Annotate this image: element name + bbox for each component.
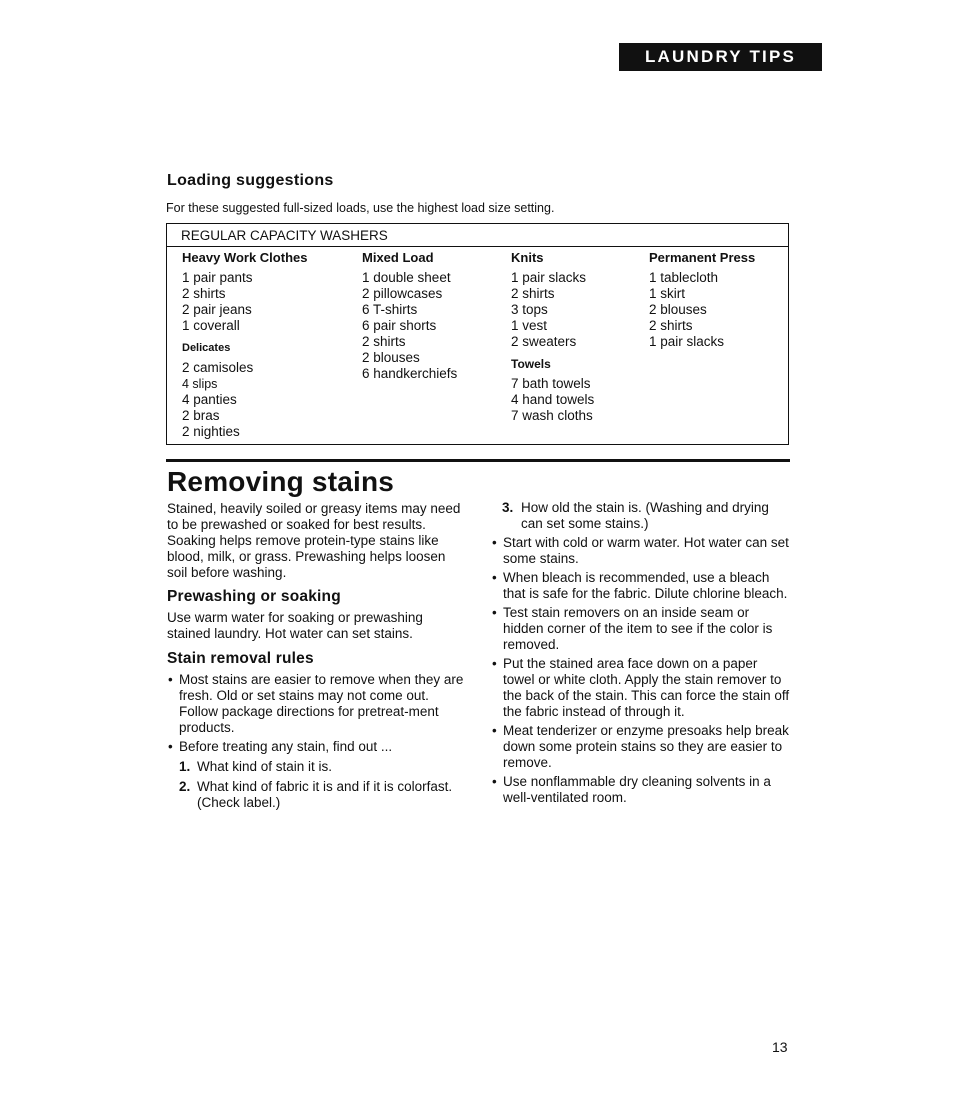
page-number: 13	[772, 1039, 788, 1055]
list-item: 1 pair pants	[182, 270, 253, 285]
item-number: 3.	[502, 500, 514, 515]
list-item: 2 shirts	[362, 334, 406, 349]
capacity-table-divider	[167, 246, 788, 247]
bullet-text: Start with cold or warm water. Hot water can set some stains.	[503, 535, 789, 566]
item-text: What kind of stain it is.	[197, 759, 333, 774]
bullet-glyph: •	[168, 672, 173, 687]
bullet-glyph: •	[492, 535, 497, 550]
list-item: 2 shirts	[511, 286, 555, 301]
left-column	[167, 501, 467, 811]
list-item	[167, 672, 467, 736]
list-item	[492, 656, 792, 720]
list-item: 2 blouses	[362, 350, 420, 365]
list-item: 2 pair jeans	[182, 302, 252, 317]
list-item: 1 pair slacks	[649, 334, 725, 349]
column-title: Mixed Load	[362, 250, 434, 265]
bullet-text: Put the stained area face down on a paper towel or white cloth. Apply the stain remover to the back of the stain. This can force the stain off the fabric instead of through it.	[503, 656, 790, 719]
list-item: 2 bras	[182, 408, 220, 423]
column-title: Knits	[511, 250, 544, 265]
bullet-text: Test stain removers on an inside seam or hidden corner of the item to see if the color is removed.	[503, 605, 773, 652]
bullet-glyph: •	[492, 723, 497, 738]
bullet-glyph: •	[168, 739, 173, 754]
bullet-text: Use nonflammable dry cleaning solvents in a well-ventilated room.	[503, 774, 771, 805]
removing-stains-heading: Removing stains	[167, 466, 395, 497]
bullet-text: Before treating any stain, find out ...	[179, 739, 393, 754]
bullet-glyph: •	[492, 570, 497, 585]
list-item	[492, 605, 792, 653]
list-item: 2 sweaters	[511, 334, 577, 349]
item-number: 1.	[179, 759, 191, 774]
column-permanent-press	[649, 250, 755, 350]
column-mixed-load	[362, 250, 457, 382]
bullet-glyph: •	[492, 774, 497, 789]
list-item: 1 tablecloth	[649, 270, 719, 285]
list-item	[492, 535, 792, 567]
list-item: 1 vest	[511, 318, 548, 333]
list-item: 7 wash cloths	[511, 408, 593, 423]
list-item	[492, 774, 792, 806]
list-item: 1 pair slacks	[511, 270, 587, 285]
bullet-glyph: •	[492, 605, 497, 620]
numbered-item	[167, 779, 467, 811]
list-item: 2 blouses	[649, 302, 707, 317]
list-item: 6 pair shorts	[362, 318, 437, 333]
column-heavy-work	[182, 250, 307, 440]
capacity-table-title: REGULAR CAPACITY WASHERS	[181, 228, 388, 243]
column-title: Permanent Press	[649, 250, 756, 265]
stains-intro: Stained, heavily soiled or greasy items may need to be prewashed or soaked for best results. Soaking helps remove protein-type stains like blood, milk, or grass. Prewashing helps loosen soil before washing.	[167, 501, 461, 580]
bullet-text: When bleach is recommended, use a bleach that is safe for the fabric. Dilute chlorine bleach.	[503, 570, 788, 601]
list-item: 6 handkerchiefs	[362, 366, 458, 381]
prewash-heading: Prewashing or soaking	[167, 588, 341, 605]
numbered-item	[492, 500, 792, 532]
bullet-text: Meat tenderizer or enzyme presoaks help break down some protein stains so they are easier to remove.	[503, 723, 789, 770]
column-subtitle: Delicates	[182, 342, 231, 354]
list-item	[492, 723, 792, 771]
list-item: 4 panties	[182, 392, 237, 407]
capacity-table	[166, 223, 789, 445]
rules-heading: Stain removal rules	[167, 650, 314, 667]
column-title: Heavy Work Clothes	[182, 250, 308, 265]
list-item: 2 camisoles	[182, 360, 254, 375]
list-item: 2 shirts	[182, 286, 226, 301]
list-item: 2 shirts	[649, 318, 693, 333]
list-item: 1 double sheet	[362, 270, 451, 285]
list-item: 4 hand towels	[511, 392, 595, 407]
bullet-text: Most stains are easier to remove when they are fresh. Old or set stains may not come out. Follow package directions for pretreat-ment products.	[179, 672, 464, 735]
loading-intro: For these suggested full-sized loads, use the highest load size setting.	[166, 201, 555, 215]
section-banner: LAUNDRY TIPS	[619, 43, 822, 71]
list-item	[167, 739, 467, 755]
list-item: 6 T-shirts	[362, 302, 418, 317]
section-divider	[166, 459, 790, 462]
item-number: 2.	[179, 779, 191, 794]
list-item: 2 pillowcases	[362, 286, 443, 301]
list-item	[492, 570, 792, 602]
item-text: What kind of fabric it is and if it is colorfast. (Check label.)	[197, 779, 453, 810]
list-item: 1 coverall	[182, 318, 240, 333]
list-item: 2 nighties	[182, 424, 240, 439]
list-item: 7 bath towels	[511, 376, 591, 391]
column-subtitle: Towels	[511, 357, 551, 371]
right-column	[492, 500, 792, 809]
item-text: How old the stain is. (Washing and drying can set some stains.)	[521, 500, 769, 531]
column-knits	[511, 250, 594, 424]
prewash-text: Use warm water for soaking or prewashing stained laundry. Hot water can set stains.	[167, 610, 423, 641]
list-item: 3 tops	[511, 302, 548, 317]
list-item: 1 skirt	[649, 286, 686, 301]
list-item: 4 slips	[182, 377, 218, 391]
numbered-item	[167, 759, 467, 775]
loading-heading: Loading suggestions	[167, 172, 334, 189]
bullet-glyph: •	[492, 656, 497, 671]
